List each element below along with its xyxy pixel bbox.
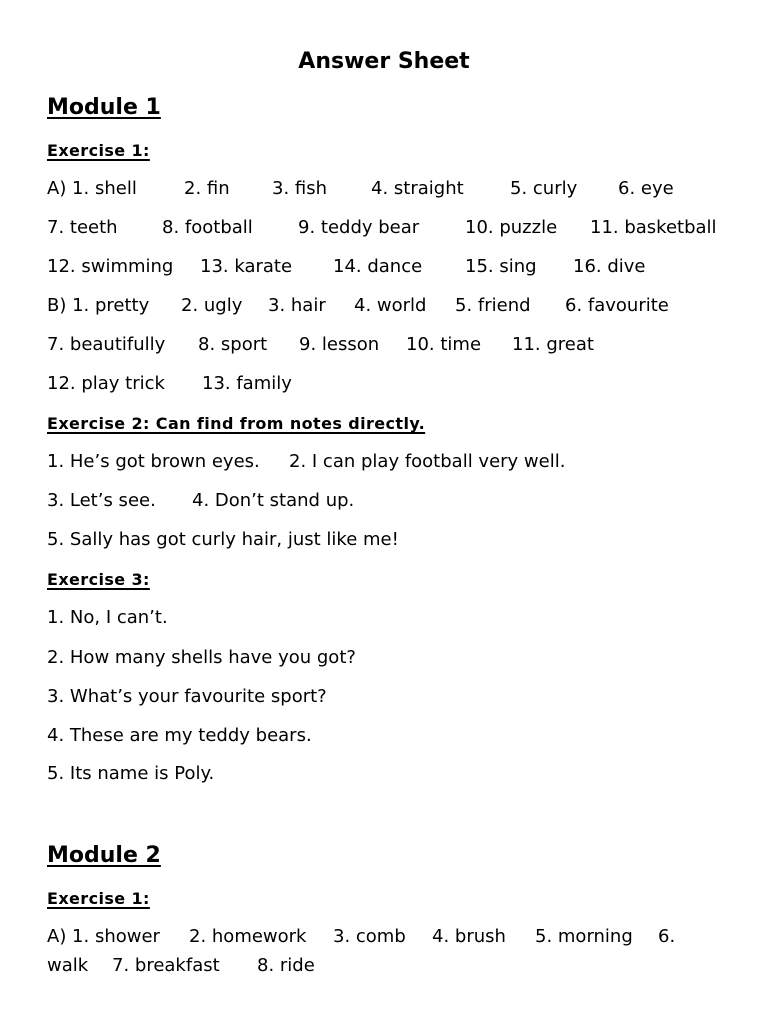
answer-line [0,217,768,239]
exercise-heading: Exercise 1: [47,889,150,908]
answer-item: 7. beautifully [47,334,166,355]
answer-item: 15. sing [465,256,537,277]
answer-line [0,926,768,948]
module-heading: Module 2 [47,843,161,868]
answer-item: 7. breakfast [112,955,220,976]
answer-item: 5. Its name is Poly. [47,763,215,784]
answer-item: 2. homework [189,926,307,947]
answer-item: 8. sport [198,334,268,355]
answer-line [0,178,768,200]
answer-item: 9. teddy bear [298,217,420,238]
answer-item: 4. world [354,295,427,316]
answer-line [0,529,768,551]
answer-item: 9. lesson [299,334,380,355]
answer-item: 5. Sally has got curly hair, just like me! [47,529,399,550]
answer-item: 3. comb [333,926,406,947]
answer-item: 13. family [202,373,292,394]
answer-line [0,334,768,356]
exercise-heading: Exercise 3: [47,570,150,589]
exercise-heading: Exercise 1: [47,141,150,160]
answer-item: 1. No, I can’t. [47,607,168,628]
answer-item: 2. I can play football very well. [289,451,566,472]
answer-item: 5. morning [535,926,633,947]
answer-item: 2. fin [184,178,230,199]
answer-item: 6. eye [618,178,674,199]
answer-item: 6. favourite [565,295,669,316]
answer-line [0,607,768,629]
answer-item: walk [47,955,89,976]
answer-line [0,686,768,708]
answer-item: 16. dive [573,256,646,277]
answer-item: 2. ugly [181,295,243,316]
answer-item: 10. time [406,334,482,355]
answer-item: 11. great [512,334,594,355]
answer-item: 6. [658,926,676,947]
answer-item: 4. These are my teddy bears. [47,725,312,746]
answer-item: 4. straight [371,178,464,199]
module-heading: Module 1 [47,95,161,120]
exercise-heading: Exercise 2: Can find from notes directly. [47,414,426,433]
answer-line [0,955,768,977]
answer-line [0,295,768,317]
answer-line [0,725,768,747]
answer-item: 5. curly [510,178,578,199]
answer-item: 2. How many shells have you got? [47,647,356,668]
answer-item: 8. football [162,217,253,238]
answer-item: A) 1. shell [47,178,137,199]
answer-line [0,256,768,278]
answer-item: 1. He’s got brown eyes. [47,451,260,472]
answer-line [0,451,768,473]
answer-item: 13. karate [200,256,293,277]
answer-item: 14. dance [333,256,423,277]
answer-item: 4. brush [432,926,506,947]
answer-item: 11. basketball [590,217,717,238]
answer-item: 4. Don’t stand up. [192,490,355,511]
answer-line [0,763,768,785]
answer-line [0,373,768,395]
answer-item: 3. hair [268,295,326,316]
answer-item: 10. puzzle [465,217,558,238]
answer-item: 5. friend [455,295,531,316]
answer-item: 3. What’s your favourite sport? [47,686,327,707]
page-title: Answer Sheet [298,49,470,74]
answer-item: B) 1. pretty [47,295,150,316]
answer-item: 3. fish [272,178,328,199]
answer-item: 12. play trick [47,373,165,394]
answer-item: 8. ride [257,955,315,976]
answer-item: 12. swimming [47,256,174,277]
answer-item: 7. teeth [47,217,118,238]
answer-line [0,647,768,669]
answer-item: 3. Let’s see. [47,490,156,511]
answer-item: A) 1. shower [47,926,160,947]
answer-line [0,490,768,512]
